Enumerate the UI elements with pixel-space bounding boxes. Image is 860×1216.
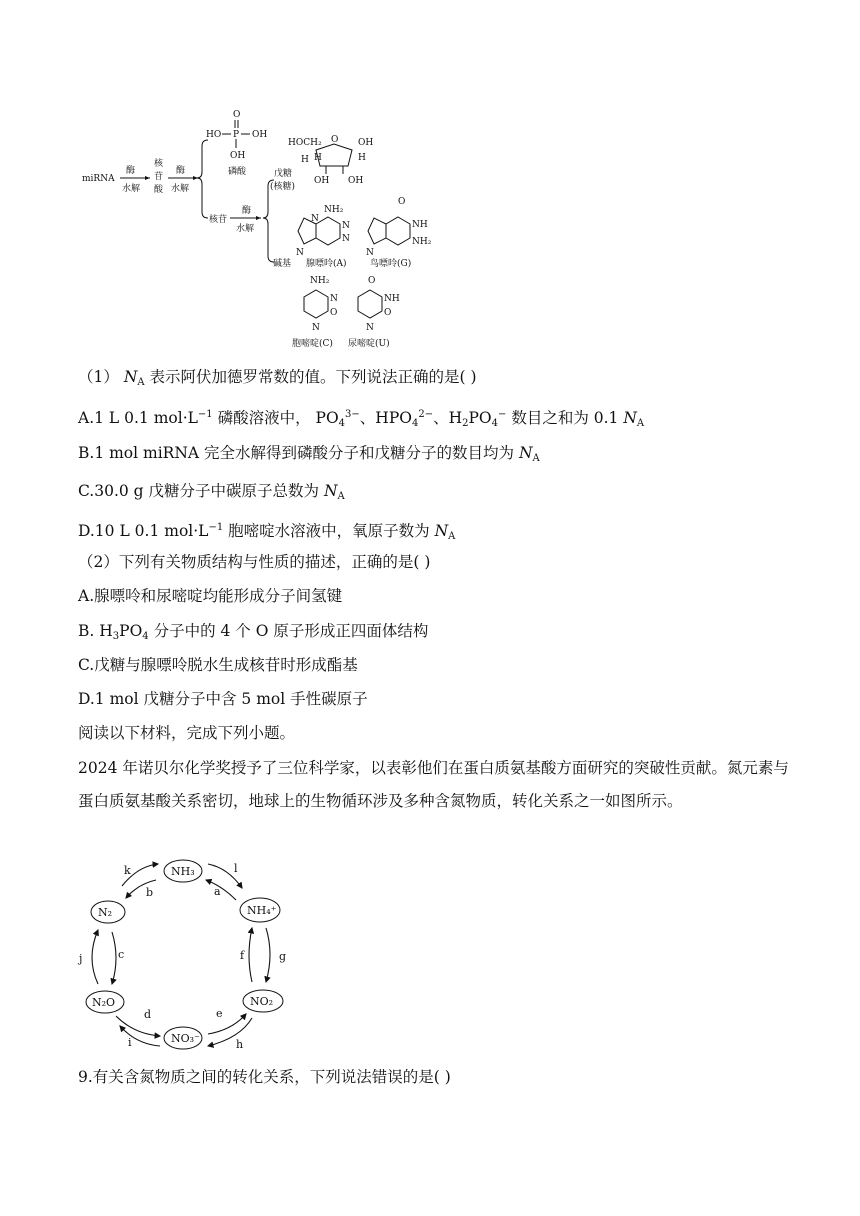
cytosine-n: N xyxy=(330,294,338,304)
arrow-e: e xyxy=(216,1007,223,1020)
enzyme-label-1: 酶 xyxy=(126,166,136,176)
question-2-option-b[interactable] xyxy=(78,620,428,648)
enzyme-label-3: 酶 xyxy=(242,206,252,216)
opt-a-exp: −1 xyxy=(197,409,213,420)
opt-a-sup2: 2− xyxy=(418,409,434,420)
adenine-n9: N xyxy=(296,248,304,258)
adenine-nh2: NH₂ xyxy=(324,205,344,215)
uracil-o-top: O xyxy=(368,276,376,286)
guanine-label: 鸟嘌呤(G) xyxy=(370,259,412,269)
opt-b-text: B.1 mol miRNA 完全水解得到磷酸分子和戊糖分子的数目均为 xyxy=(78,444,519,462)
n2-node: N₂ xyxy=(98,906,113,919)
hydrolysis-label-1: 水解 xyxy=(122,184,141,194)
nucleotide-char-2: 苷 xyxy=(154,172,164,182)
cytosine-n1: N xyxy=(312,323,320,333)
adenine-n3: N xyxy=(342,234,350,244)
nitrogen-cycle-figure xyxy=(76,850,296,1055)
opt-d-part1: D.10 L 0.1 mol·L xyxy=(78,522,209,540)
adenine-n1: N xyxy=(342,221,350,231)
question-1-stem xyxy=(78,366,477,394)
nucleotide-char-3: 酸 xyxy=(154,185,164,195)
phosphoric-acid-label: 磷酸 xyxy=(228,167,247,177)
adenine-n7: N xyxy=(311,214,319,224)
arrow-f: f xyxy=(240,949,245,962)
arrow-d: d xyxy=(144,1008,152,1021)
opt-a-part3: 、HPO xyxy=(359,409,412,427)
opt-d-na: N xyxy=(434,522,449,540)
guanine-nh2: NH₂ xyxy=(412,237,432,247)
opt-a-part2: 磷酸溶液中， PO xyxy=(212,409,339,427)
phosphate-ho: HO xyxy=(206,130,222,140)
opt-c-na-sub: A xyxy=(337,491,345,502)
arrow-h: h xyxy=(236,1038,244,1051)
sugar-ring-o: O xyxy=(331,135,339,145)
arrow-a: a xyxy=(214,885,221,898)
arrow-b: b xyxy=(146,886,154,899)
sugar-oh-top: OH xyxy=(358,138,374,148)
no3-node: NO₃⁻ xyxy=(171,1032,200,1045)
mirna-hydrolysis-figure xyxy=(78,100,438,358)
arrow-j: j xyxy=(79,952,83,965)
opt-a-part6: 数目之和为 0.1 xyxy=(506,409,624,427)
adenine-label: 腺嘌呤(A) xyxy=(306,259,347,269)
avogadro-subscript: A xyxy=(137,377,145,388)
arrow-g: g xyxy=(279,950,287,963)
arrow-i: i xyxy=(128,1036,132,1049)
uracil-label: 尿嘧啶(U) xyxy=(348,339,390,349)
question-2-option-c[interactable]: C.戊糖与腺嘌呤脱水生成核苷时形成酯基 xyxy=(78,656,358,674)
avogadro-symbol: N xyxy=(123,368,138,386)
sugar-h-3: H xyxy=(301,155,309,165)
phosphate-p: P xyxy=(233,130,240,140)
uracil-o: O xyxy=(384,308,392,318)
q2-b-part1: B. H xyxy=(78,622,113,640)
question-2-stem: （2）下列有关物质结构与性质的描述，正确的是( ) xyxy=(78,553,431,571)
q2-b-sub2: 4 xyxy=(142,631,149,642)
question-1-option-c[interactable] xyxy=(78,480,345,508)
opt-a-sub4: 4 xyxy=(491,418,498,429)
question-1-option-d[interactable] xyxy=(78,517,455,548)
nucleoside-label: 核苷 xyxy=(209,215,228,225)
question-1-stem-text: 表示阿伏加德罗常数的值。下列说法正确的是( ) xyxy=(149,368,477,386)
cytosine-nh2: NH₂ xyxy=(310,276,330,286)
opt-b-na: N xyxy=(518,444,533,462)
sugar-hoch2: HOCH₂ xyxy=(288,138,322,148)
uracil-n1: N xyxy=(366,323,374,333)
opt-b-na-sub: A xyxy=(532,453,540,464)
cytosine-label: 胞嘧啶(C) xyxy=(292,339,333,349)
question-9-stem: 9.有关含氮物质之间的转化关系，下列说法错误的是( ) xyxy=(78,1068,451,1086)
phosphate-o: O xyxy=(233,110,241,120)
sugar-h-1: H xyxy=(314,153,322,163)
enzyme-label-2: 酶 xyxy=(176,166,186,176)
question-1-option-b[interactable] xyxy=(78,442,540,470)
arrow-c: c xyxy=(118,948,125,961)
ribose-label: (核糖) xyxy=(270,182,296,192)
mirna-label: miRNA xyxy=(82,174,115,184)
n2o-node: N₂O xyxy=(92,996,116,1009)
question-1-number: （1） xyxy=(78,368,119,386)
opt-a-part5: PO xyxy=(468,409,492,427)
uracil-nh: NH xyxy=(384,294,400,304)
arrow-l: l xyxy=(234,862,238,875)
cytosine-o: O xyxy=(330,308,338,318)
opt-a-na-sub: A xyxy=(636,418,645,429)
opt-a-sub3: 2 xyxy=(462,418,469,429)
guanine-nh: NH xyxy=(412,220,428,230)
question-2-option-a[interactable]: A.腺嘌呤和尿嘧啶均能形成分子间氢键 xyxy=(78,587,343,605)
pentose-label: 戊糖 xyxy=(274,169,293,179)
no2-node: NO₂ xyxy=(250,995,274,1008)
opt-a-sub2: 4 xyxy=(411,418,419,429)
opt-a-na: N xyxy=(623,409,637,427)
q2-b-part3: 分子中的 4 个 O 原子形成正四面体结构 xyxy=(148,622,429,640)
hydrolysis-label-3: 水解 xyxy=(236,224,255,234)
q2-b-sub1: 3 xyxy=(112,631,120,642)
question-1-option-a[interactable] xyxy=(78,404,644,435)
opt-a-part4: 、H xyxy=(433,409,463,427)
opt-d-part2: 胞嘧啶水溶液中，氧原子数为 xyxy=(223,522,435,540)
opt-c-text: C.30.0 g 戊糖分子中碳原子总数为 xyxy=(78,482,324,500)
guanine-o: O xyxy=(398,197,406,207)
nh4-node: NH₄⁺ xyxy=(247,904,277,917)
arrow-k: k xyxy=(124,864,131,877)
sugar-oh-2: OH xyxy=(348,176,364,186)
opt-a-sup4: − xyxy=(498,409,507,420)
opt-d-na-sub: A xyxy=(448,531,456,542)
nh3-node: NH₃ xyxy=(171,865,195,878)
sugar-h-2: H xyxy=(358,153,366,163)
base-label: 碱基 xyxy=(273,259,292,269)
guanine-n9: N xyxy=(366,248,374,258)
hydrolysis-label-2: 水解 xyxy=(171,184,190,194)
opt-a-part1: A.1 L 0.1 mol·L xyxy=(78,409,198,427)
opt-a-sub1: 4 xyxy=(338,418,346,429)
opt-c-na: N xyxy=(323,482,338,500)
question-2-option-d[interactable]: D.1 mol 戊糖分子中含 5 mol 手性碳原子 xyxy=(78,690,368,708)
sugar-oh-1: OH xyxy=(314,176,330,186)
phosphate-oh-bottom: OH xyxy=(230,151,246,161)
reading-intro: 阅读以下材料，完成下列小题。 xyxy=(78,724,296,742)
phosphate-oh-right: OH xyxy=(252,130,268,140)
opt-a-sup1: 3− xyxy=(345,409,360,420)
opt-d-exp: −1 xyxy=(208,522,224,533)
nucleotide-char-1: 核 xyxy=(154,159,164,169)
material-paragraph: 2024 年诺贝尔化学奖授予了三位科学家，以表彰他们在蛋白质氨基酸方面研究的突破性贡献。氮元素与蛋白质氨基酸关系密切，地球上的生物循环涉及多种含氮物质，转化关系之一如图所示。 xyxy=(78,759,789,810)
q2-b-part2: PO xyxy=(119,622,143,640)
